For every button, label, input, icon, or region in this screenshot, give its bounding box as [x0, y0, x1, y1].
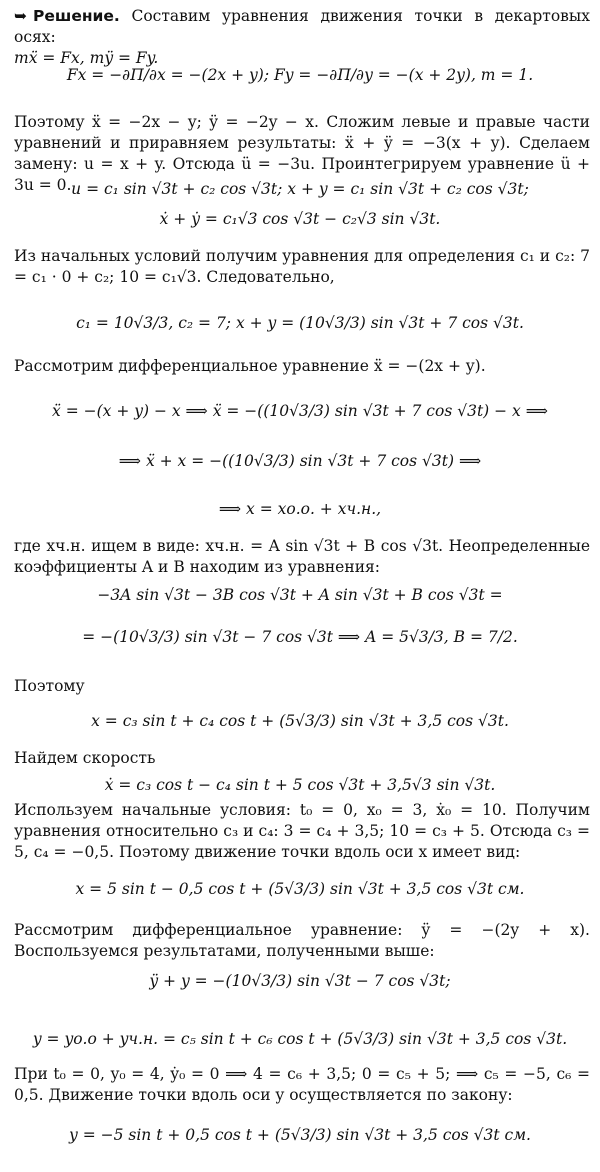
equation-x-derivation-2: ⟹ ẍ + x = −((10√3/3) sin √3t + 7 cos √3t) ⟹ — [118, 452, 482, 470]
equation-y-differential: ÿ + y = −(10√3/3) sin √3t − 7 cos √3t; — [149, 972, 451, 990]
equation-x-general: ⟹ x = xо.о. + xч.н., — [218, 500, 382, 518]
equation-velocity-sum: ẋ + ẏ = c₁√3 cos √3t − c₂√3 sin √3t. — [159, 210, 441, 228]
equation-x-derivation-1: ẍ = −(x + y) − x ⟹ ẍ = −((10√3/3) sin √3t + 7 cos √3t) − x ⟹ — [52, 402, 548, 420]
equation-x-final: x = 5 sin t − 0,5 cos t + (5√3/3) sin √3t + 3,5 cos √3t см. — [75, 880, 525, 898]
equation-y-general: y = yо.о + yч.н. = c₅ sin t + c₆ cos t + (5√3/3) sin √3t + 3,5 cos √3t. — [32, 1030, 568, 1048]
arrow-icon: ➥ — [14, 7, 27, 25]
paragraph-y-equation: Рассмотрим дифференциальное уравнение: ÿ = −(2y + x). Воспользуемся результатами, полученными выше: — [14, 921, 590, 960]
paragraph-substitution: Поэтому ẍ = −2x − y; ÿ = −2y − x. Сложим левые и правые части уравнений и приравняем результаты: ẍ + ÿ = −3(x + y). Сделаем замену: u = x + y. Отсюда ü = −3u. Проинтегрируем уравнение ü + 3u = 0. — [14, 113, 590, 194]
equation-x-with-constants: x = c₃ sin t + c₄ cos t + (5√3/3) sin √3t + 3,5 cos √3t. — [91, 712, 509, 730]
force-equations: Fx = −∂Π/∂x = −(2x + y); Fy = −∂Π/∂y = −(x + 2y), m = 1. — [66, 66, 534, 84]
intro-text: Составим уравнения движения точки в декартовых осях: — [14, 7, 590, 46]
equation-coefficients-1: −3A sin √3t − 3B cos √3t + A sin √3t + B cos √3t = — [97, 586, 503, 604]
equation-u-solution: u = c₁ sin √3t + c₂ cos √3t; x + y = c₁ sin √3t + c₂ cos √3t; — [71, 180, 529, 198]
paragraph-y-constants: При t₀ = 0, y₀ = 4, ẏ₀ = 0 ⟹ 4 = c₆ + 3,5; 0 = c₅ + 5; ⟹ c₅ = −5, c₆ = 0,5. Движение точки вдоль оси y осуществляется по закону: — [14, 1065, 590, 1104]
solution-header — [14, 6, 590, 69]
solution-label: Решение. — [33, 7, 120, 25]
paragraph-particular-solution: где xч.н. ищем в виде: xч.н. = A sin √3t + B cos √3t. Неопределенные коэффициенты A и B находим из уравнения: — [14, 537, 590, 576]
newton-equations: mẍ = Fx, mÿ = Fy. — [14, 49, 159, 67]
equation-y-final: y = −5 sin t + 0,5 cos t + (5√3/3) sin √3t + 3,5 cos √3t см. — [69, 1126, 531, 1144]
paragraph-therefore: Поэтому — [14, 677, 85, 695]
paragraph-x-equation: Рассмотрим дифференциальное уравнение ẍ = −(2x + y). — [14, 357, 486, 375]
equation-x-velocity: ẋ = c₃ cos t − c₄ sin t + 5 cos √3t + 3,5√3 sin √3t. — [104, 776, 496, 794]
paragraph-velocity: Найдем скорость — [14, 749, 156, 767]
paragraph-initial-conditions: Из начальных условий получим уравнения для определения c₁ и c₂: 7 = c₁ · 0 + c₂; 10 = c₁√3. Следовательно, — [14, 247, 590, 286]
paragraph-x-constants: Используем начальные условия: t₀ = 0, x₀ = 3, ẋ₀ = 10. Получим уравнения относительно c₃ и c₄: 3 = c₄ + 3,5; 10 = c₃ + 5. Отсюда c₃ = 5, c₄ = −0,5. Поэтому движение точки вдоль оси x имеет вид: — [14, 801, 590, 861]
equation-constants-c1-c2: c₁ = 10√3/3, c₂ = 7; x + y = (10√3/3) sin √3t + 7 cos √3t. — [76, 314, 524, 332]
equation-coefficients-2: = −(10√3/3) sin √3t − 7 cos √3t ⟹ A = 5√3/3, B = 7/2. — [82, 628, 518, 646]
